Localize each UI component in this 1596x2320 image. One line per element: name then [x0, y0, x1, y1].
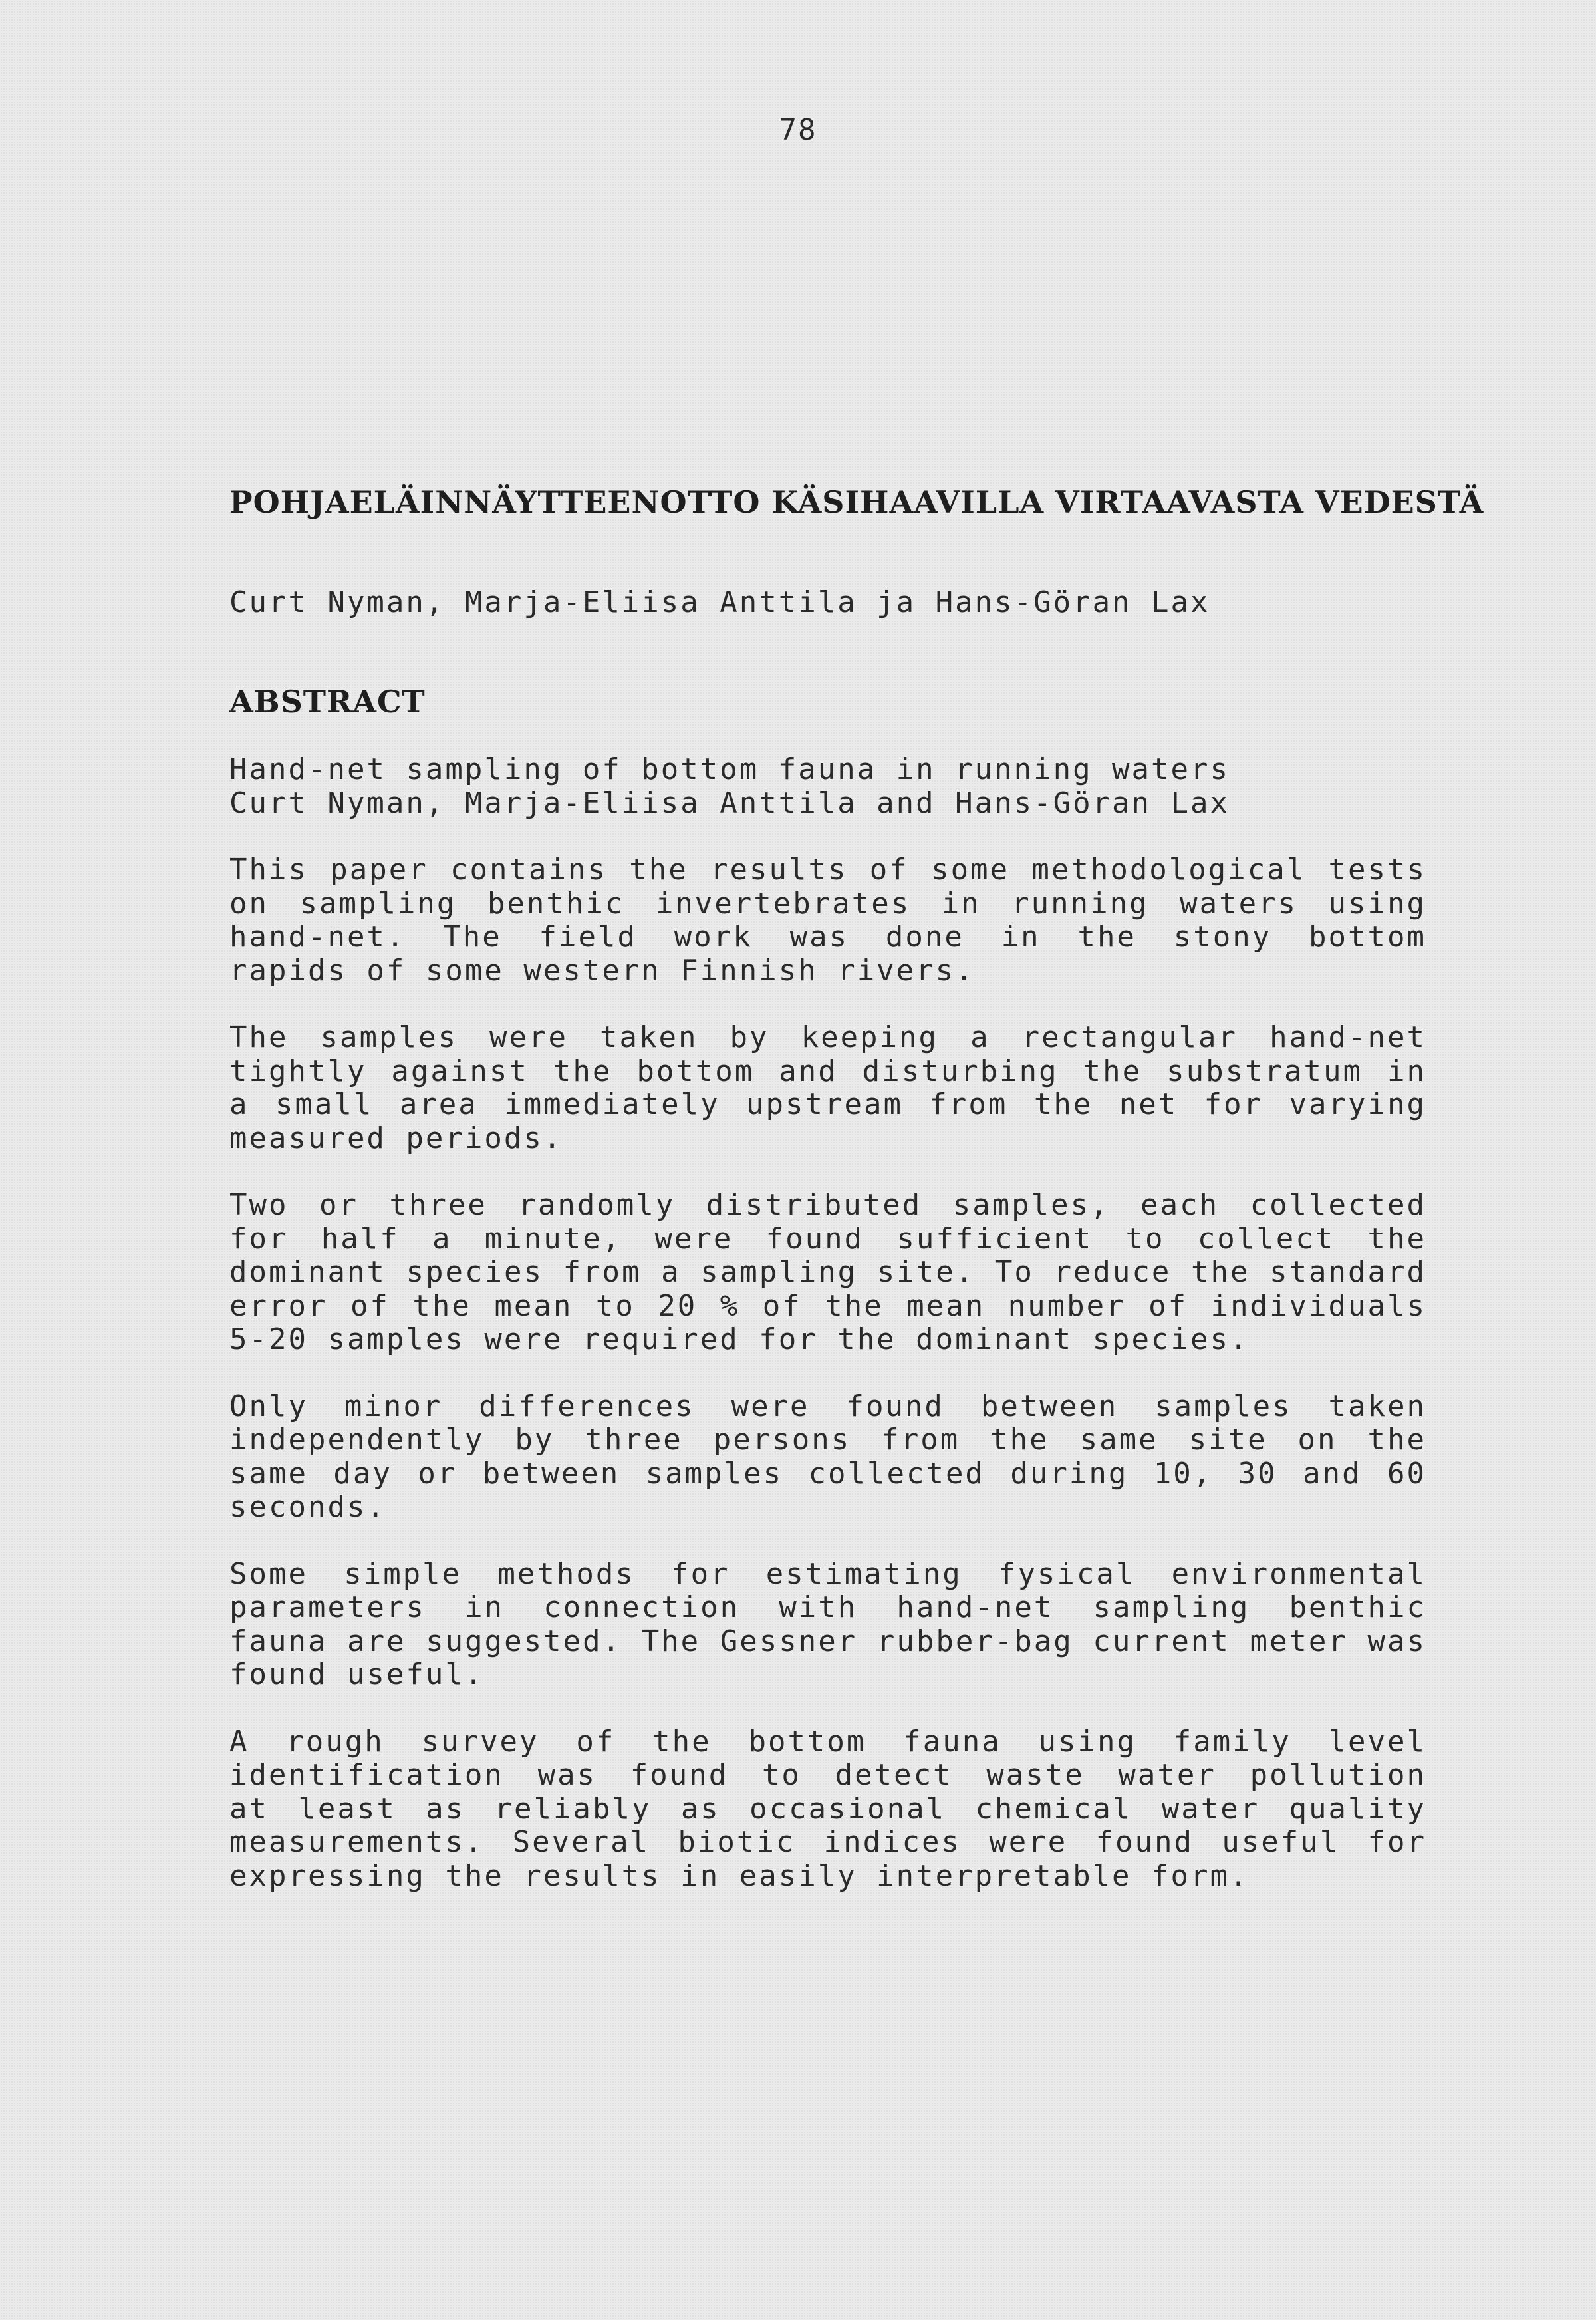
text-line: hand-net. The field work was done in the stony bottom [229, 920, 1426, 954]
abstract-paragraph [229, 853, 1426, 988]
text-line: The samples were taken by keeping a rectangular hand-net [229, 1020, 1426, 1054]
text-line: for half a minute, were found sufficient to collect the [229, 1221, 1426, 1256]
text-line: identification was found to detect waste water pollution [229, 1758, 1426, 1792]
text-line: on sampling benthic invertebrates in running waters using [229, 886, 1426, 921]
text-line: Two or three randomly distributed samples, each collected [229, 1188, 1426, 1222]
text-line: Some simple methods for estimating fysical environmental [229, 1556, 1426, 1591]
text-line: rapids of some western Finnish rivers. [229, 953, 975, 988]
text-line: measured periods. [229, 1121, 563, 1155]
text-line: seconds. [229, 1490, 386, 1524]
text-line: same day or between samples collected during 10, 30 and 60 [229, 1456, 1426, 1491]
abstract-paragraph [229, 1558, 1426, 1692]
english-title: Hand-net sampling of bottom fauna in running waters [229, 752, 1230, 786]
text-line: 5-20 samples were required for the dominant species. [229, 1322, 1250, 1356]
text-line: measurements. Several biotic indices were found useful for [229, 1825, 1426, 1859]
article-authors: Curt Nyman, Marja-Eliisa Anttila ja Hans-Göran Lax [229, 585, 1210, 619]
abstract-paragraph [229, 1189, 1426, 1357]
text-line: expressing the results in easily interpretable form. [229, 1858, 1250, 1893]
abstract-paragraph [229, 1725, 1426, 1894]
text-line: fauna are suggested. The Gessner rubber-bag current meter was [229, 1624, 1426, 1658]
text-line: tightly against the bottom and disturbing the substratum in [229, 1054, 1426, 1088]
english-authors: Curt Nyman, Marja-Eliisa Anttila and Hans-Göran Lax [229, 786, 1230, 820]
abstract-heading: ABSTRACT [229, 684, 426, 720]
text-line: This paper contains the results of some methodological tests [229, 853, 1426, 887]
text-line: found useful. [229, 1658, 485, 1691]
text-line: at least as reliably as occasional chemical water quality [229, 1791, 1426, 1826]
article-title: POHJAELÄINNÄYTTEENOTTO KÄSIHAAVILLA VIRTAAVASTA VEDESTÄ [229, 484, 1484, 520]
text-line: A rough survey of the bottom fauna using family level [229, 1724, 1426, 1759]
text-line: error of the mean to 20 % of the mean number of individuals [229, 1288, 1426, 1323]
text-line: parameters in connection with hand-net sampling benthic [229, 1590, 1426, 1624]
abstract-body [229, 753, 1426, 1926]
abstract-paragraph [229, 1390, 1426, 1524]
abstract-paragraph [229, 1021, 1426, 1155]
english-title-block [229, 753, 1426, 820]
page-number: 78 [779, 113, 817, 147]
text-line: Only minor differences were found between samples taken [229, 1389, 1426, 1423]
text-line: a small area immediately upstream from the net for varying [229, 1088, 1426, 1121]
text-line: dominant species from a sampling site. To reduce the standard [229, 1255, 1426, 1289]
text-line: independently by three persons from the same site on the [229, 1423, 1426, 1457]
